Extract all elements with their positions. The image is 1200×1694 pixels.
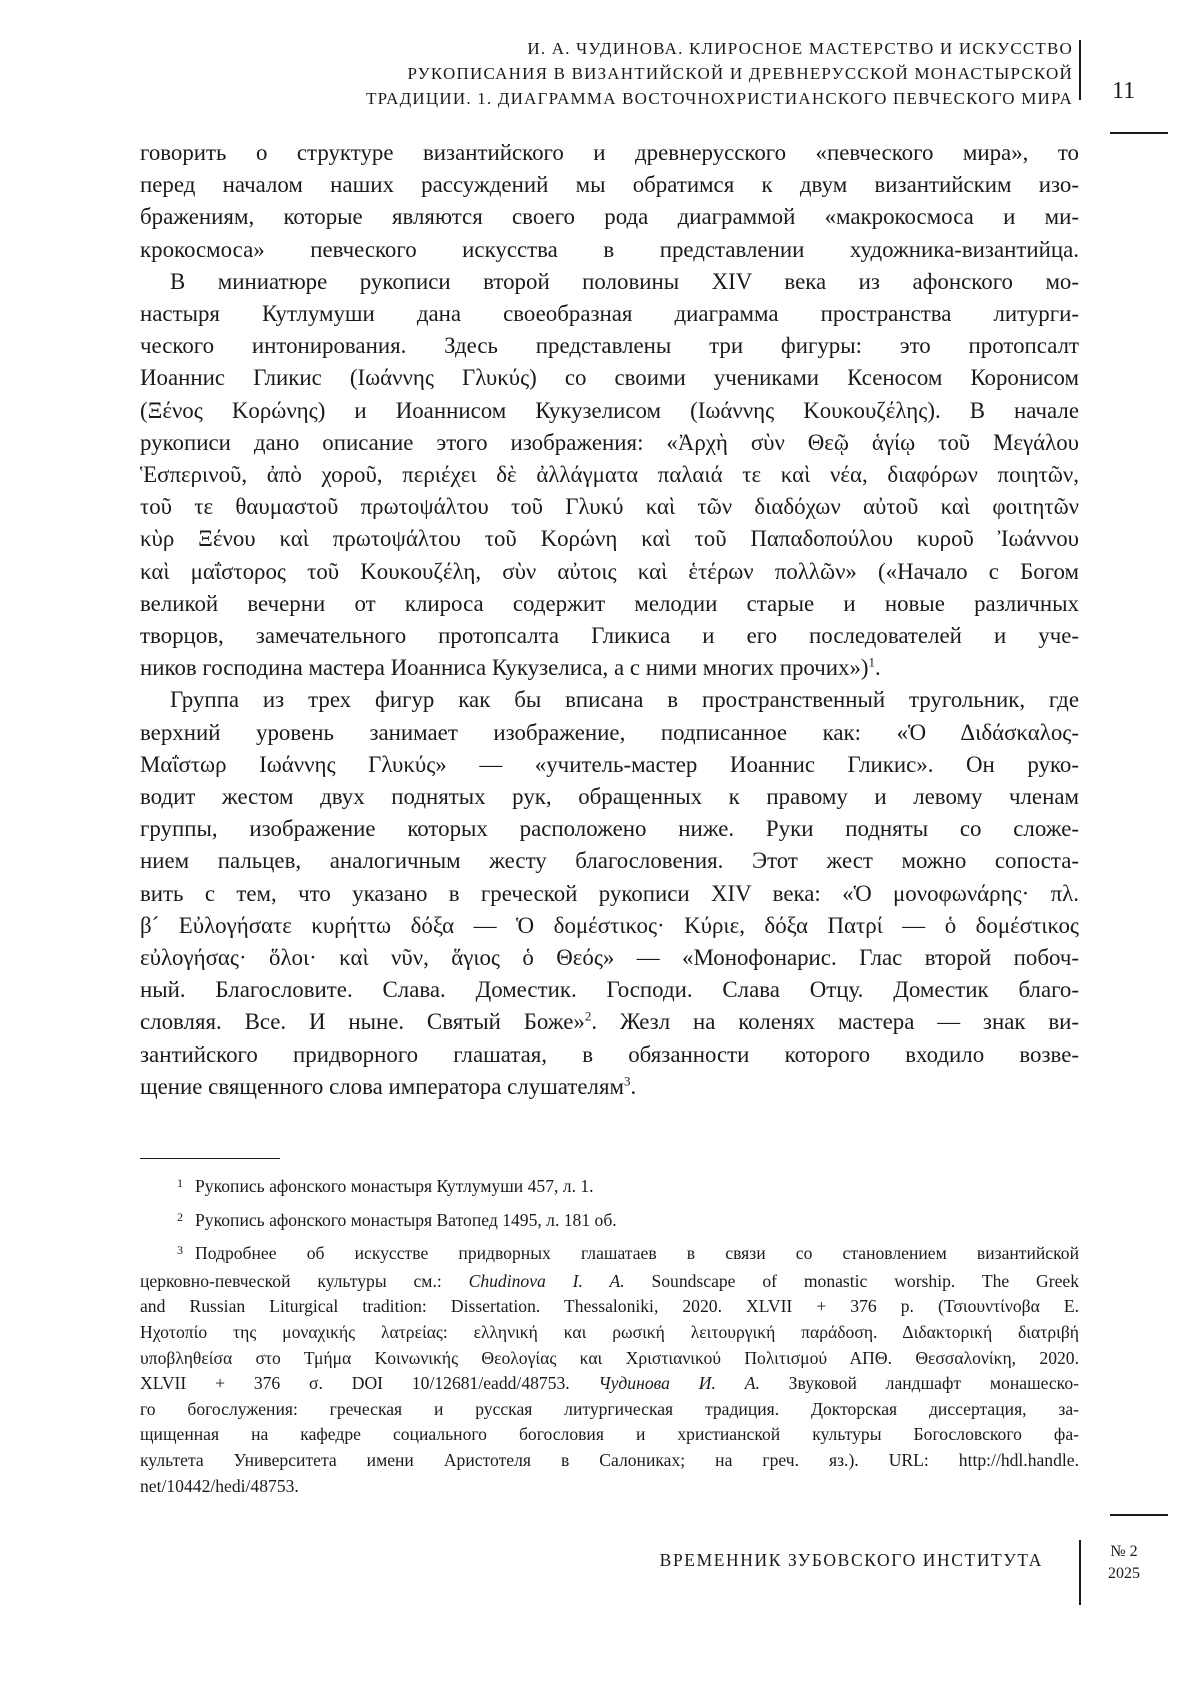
text-line: словляя. Все. И ныне. Святый Боже»$^2$. Жезл на коленях мастера — знак ви- bbox=[140, 1008, 1079, 1035]
text-line: вить с тем, что указано в греческой рукописи XIV века: «Ὁ μονοφωνάρης· πλ. bbox=[140, 880, 1079, 906]
running-head-line: РУКОПИСАНИЯ В ВИЗАНТИЙСКОЙ И ДРЕВНЕРУССКОЙ МОНАСТЫРСКОЙ bbox=[407, 64, 1073, 83]
fn-line: церковно-певческой культуры см.: Chudinova I. A. Soundscape of monastic worship. The Greek bbox=[140, 1270, 1079, 1291]
text-line: Группа из трех фигур как бы вписана в пространственный тругольник, где bbox=[170, 687, 1079, 713]
text-line: нием пальцев, аналогичным жесту благословения. Этот жест можно сопоста- bbox=[140, 848, 1079, 874]
text-line: κὺρ Ξένου καὶ πρωτοψάλτου τοῦ Κορώνη καὶ τοῦ Παπαδοπούλου κυροῦ Ἰωάννου bbox=[140, 526, 1079, 552]
text-line: верхний уровень занимает изображение, подписанное как: «Ὁ Διδάσκαλος- bbox=[140, 719, 1079, 745]
text-line: великой вечерни от клироса содержит мелодии старые и новые различных bbox=[140, 590, 1079, 616]
text-line: зантийского придворного глашатая, в обязанности которого входило возве- bbox=[140, 1041, 1079, 1067]
fn-line: XLVII + 376 σ. DOI 10/12681/eadd/48753. Чудинова И. А. Звуковой ландшафт монашеско- bbox=[140, 1373, 1079, 1394]
text-line: Ἑσπερινοῦ, ἀπὸ χοροῦ, περιέχει δὲ ἀλλάγματα παλαιά τε καὶ νέα, διαφόρων ποιητῶν, bbox=[140, 462, 1079, 488]
footnote-ref[interactable]: 3 bbox=[623, 1073, 631, 1089]
fn-line: Ηχοτοπίο της μοναχικής λατρείας: ελληνική και ρωσική λειτουργική παράδοση. Διδακτορική διατριβή bbox=[140, 1321, 1079, 1342]
footnote-2: $^2$ Рукопись афонского монастыря Ватопед 1495, л. 181 об. bbox=[177, 1209, 617, 1230]
footnote-3 bbox=[140, 1241, 1079, 1499]
footnotes bbox=[140, 1174, 1079, 1499]
text-line: крокосмоса» певческого искусства в представлении художника-византийца. bbox=[140, 236, 1079, 262]
footnote-ref[interactable]: 2 bbox=[584, 1008, 592, 1024]
fn-line: net/10442/hedi/48753. bbox=[140, 1475, 299, 1496]
page-number: 11 bbox=[1112, 78, 1136, 104]
journal-title: ВРЕМЕННИК ЗУБОВСКОГО ИНСТИТУТА bbox=[659, 1550, 1043, 1570]
text-line: творцов, замечательного протопсалта Гликиса и его последователей и уче- bbox=[140, 623, 1079, 649]
footnote-1: $^1$ Рукопись афонского монастыря Кутлумуши 457, л. 1. bbox=[177, 1176, 594, 1196]
text-line: говорить о структуре византийского и древнерусского «певческого мира», то bbox=[140, 140, 1079, 165]
text-line: καὶ μαΐστορος τοῦ Κουκουζέλη, σὺν αὐτοις καὶ ἑτέρων πολλῶν» («Начало с Богом bbox=[140, 558, 1079, 584]
fn-line: го богослужения: греческая и русская литургическая традиция. Докторская диссертация, за- bbox=[140, 1398, 1079, 1419]
running-head-line: ТРАДИЦИИ. 1. ДИАГРАММА ВОСТОЧНОХРИСТИАНСКОГО ПЕВЧЕСКОГО МИРА bbox=[366, 89, 1073, 108]
text-line: Μαΐστωρ Ιωάννης Γλυκύς» — «учитель-мастер Иоаннис Гликис». Он руко- bbox=[140, 751, 1079, 777]
footer-divider bbox=[1079, 1540, 1081, 1605]
text-line: бражениям, которые являются своего рода диаграммой «макрокосмоса и ми- bbox=[140, 204, 1079, 230]
fn-line: υποβληθείσα στο Τμήμα Κοινωνικής Θεολογίας και Χριστιανικού Πολιτισμού ΑΠΘ. Θεσσαλονίκη, 2020. bbox=[140, 1347, 1079, 1368]
text-line: перед началом наших рассуждений мы обратимся к двум византийским изо- bbox=[140, 172, 1079, 198]
text-line: настыря Кутлумуши дана своеобразная диаграмма пространства литурги- bbox=[140, 301, 1079, 327]
fn-line: культета Университета имени Аристотеля в Салониках; на греч. яз.). URL: http://hdl.handle. bbox=[140, 1449, 1079, 1470]
text-line: щение священного слова императора слушателям$^3$. bbox=[140, 1073, 637, 1099]
issue-info bbox=[1108, 1541, 1140, 1585]
text-line: Иоаннис Гликис (Ιωάννης Γλυκύς) со своими учениками Ксеносом Коронисом bbox=[140, 365, 1079, 391]
main-text bbox=[140, 137, 1079, 1103]
text-line: В миниатюре рукописи второй половины XIV века из афонского мо- bbox=[170, 268, 1079, 294]
text-line: водит жестом двух поднятых рук, обращенных к правому и левому членам bbox=[140, 784, 1079, 810]
footnote-ref[interactable]: 1 bbox=[868, 654, 876, 670]
text-line: ников господина мастера Иоанниса Кукузелиса, а с ними многих прочих»)$^1$. bbox=[140, 654, 881, 681]
footnote-separator bbox=[140, 1158, 280, 1159]
fn-line: $^3$ Подробнее об искусстве придворных глашатаев в связи со становлением византийской bbox=[177, 1243, 1079, 1264]
text-line: εὐλογήσας· ὅλοι· καὶ νῦν, ἅγιος ὁ Θεός» — «Монофонарис. Глас второй побоч- bbox=[140, 945, 1079, 971]
page-number-rule bbox=[1110, 132, 1168, 134]
text-line: ческого интонирования. Здесь представлены три фигуры: это протопсалт bbox=[140, 333, 1079, 359]
issue-number: № 2 bbox=[1110, 1543, 1138, 1560]
text-line: рукописи дано описание этого изображения: «Ἀρχὴ σὺν Θεῷ ἁγίῳ τοῦ Μεγάλου bbox=[140, 429, 1079, 455]
fn-line: and Russian Liturgical tradition: Dissertation. Thessaloniki, 2020. XLVII + 376 p. (Τσιουντίνοβα Ε. bbox=[140, 1296, 1079, 1317]
text-line: β´ Εὐλογήσατε κυρήττω δόξα — Ὁ δομέστικος· Κύριε, δόξα Πατρί — ὁ δομέστικος bbox=[140, 912, 1079, 938]
issue-year: 2025 bbox=[1108, 1565, 1140, 1582]
running-head bbox=[173, 36, 1073, 111]
header-divider bbox=[1079, 40, 1081, 100]
running-head-line: И. А. ЧУДИНОВА. КЛИРОСНОЕ МАСТЕРСТВО И ИСКУССТВО bbox=[527, 39, 1073, 58]
text-line: (Ξένος Κορώνης) и Иоаннисом Кукузелисом (Ιωάννης Κουκουζέλης). В начале bbox=[140, 397, 1079, 423]
text-line: группы, изображение которых расположено ниже. Руки подняты со сложе- bbox=[140, 816, 1079, 842]
text-line: ный. Благословите. Слава. Доместик. Господи. Слава Отцу. Доместик благо- bbox=[140, 977, 1079, 1003]
text-line: τοῦ τε θαυμαστοῦ πρωτοψάλτου τοῦ Γλυκύ καὶ τῶν διαδόχων αὐτοῦ καὶ φοιτητῶν bbox=[140, 494, 1079, 520]
fn-line: щищенная на кафедре социального богословия и христианской культуры Богословского фа- bbox=[140, 1424, 1079, 1445]
footer-rule bbox=[1110, 1514, 1168, 1516]
